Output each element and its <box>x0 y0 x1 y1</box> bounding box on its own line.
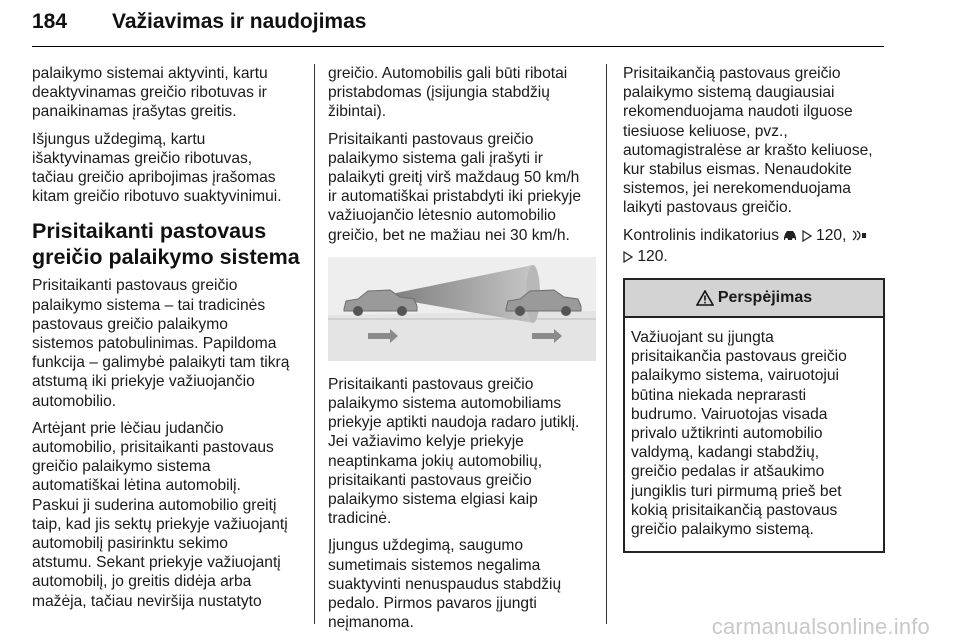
watermark: carmanualsonline.info <box>711 614 930 639</box>
column-divider <box>314 64 315 624</box>
paragraph: Prisitaikanti pastovaus greičio palaikymo sistema – tai tradicinės pastovaus greičio palaikymo sistemos patobulinimas. Papildoma funkcija – galimybė palaikyti tam tikrą atstumą iki priekyje važiuojančio automobilio. <box>32 277 290 410</box>
warning-header <box>625 280 883 318</box>
indicator-reference <box>623 226 885 268</box>
paragraph: Prisitaikanti pastovaus greičio palaikymo sistema gali įrašyti ir palaikyti greitį virš maždaug 50 km/h ir automatiškai pristabdyti iki priekyje važiuojančio lėtesnio automobilio greičio, bet ne mažiau nei 30 km/h. <box>328 130 582 244</box>
column-3 <box>623 64 885 553</box>
column-divider <box>606 64 607 624</box>
warning-text: Važiuojant su įjungta prisitaikančia pastovaus greičio palaikymo sistema, vairuotojui būtina niekada neprarasti budrumo. Vairuotojas visada privalo užtikrinti automobilio valdymą, kadangi stabdžių, greičio pedalas ir atšaukimo jungiklis turi pirmumą prieš bet kokią prisitaikančią pastovaus greičio palaikymo sistemą. <box>631 329 847 539</box>
warning-title: Perspėjimas <box>717 289 813 307</box>
column-1 <box>32 64 304 619</box>
indicator-label: Kontrolinis indikatorius <box>623 226 780 244</box>
page-number: 184 <box>32 10 68 33</box>
page-reference: 120. <box>637 247 668 265</box>
paragraph: Artėjant prie lėčiau judančio automobilio, prisitaikanti pastovaus greičio palaikymo sistema automatiškai lėtina automobilį. Paskui ji suderina automobilio greitį taip, kad jis sektų priekyje važiuojantį automobilį pasirinktu sekimo atstumu. Sekant priekyje važiuojantį automobilį, jo greitis didėja arba mažėja, tačiau neviršija nustatyto <box>32 419 288 610</box>
following-distance-icon <box>851 228 867 247</box>
paragraph: Išjungus uždegimą, kartu išaktyvinamas greičio ribotuvas, tačiau greičio apribojimas įrašomas kitam greičio ribotuvo suaktyvinimui. <box>32 130 282 206</box>
warning-box <box>623 278 885 553</box>
paragraph: palaikymo sistemai aktyvinti, kartu deaktyvinamas greičio ribotuvas ir panaikinamas įrašytas greitis. <box>32 65 268 121</box>
radar-illustration <box>328 257 596 361</box>
page-reference: 120, <box>816 226 847 244</box>
paragraph: Prisitaikančią pastovaus greičio palaikymo sistemą daugiausiai rekomenduojama naudoti ilguose tiesiuose keliuose, pvz., automagistralėse ar krašto keliuose, kur stabilus eismas. Nenaudokite sistemos, jei nerekomenduojama laikyti pastovaus greičio. <box>623 65 873 217</box>
paragraph: Prisitaikanti pastovaus greičio palaikymo sistema automobiliams priekyje aptikti naudoja radaro jutiklį. Jei važiavimo kelyje priekyje neaptinkama jokių automobilių, prisitaikanti pastovaus greičio palaikymo sistema elgiasi kaip tradicinė. <box>328 375 580 528</box>
car-indicator-icon <box>783 228 797 247</box>
warning-triangle-icon <box>696 290 714 306</box>
arrow-reference-icon <box>802 228 812 247</box>
page-header <box>32 6 884 47</box>
arrow-reference-icon <box>623 249 633 268</box>
paragraph: greičio. Automobilis gali būti ribotai pristabdomas (įsijungia stabdžių žibintai). <box>328 65 568 121</box>
chapter-title: Važiavimas ir naudojimas <box>112 10 367 33</box>
paragraph: Įjungus uždegimą, saugumo sumetimais sistemos negalima suaktyvinti nenuspaudus stabdžių pedalo. Pirmos pavaros įjungti neįmanoma. <box>328 537 562 632</box>
section-heading: Prisitaikanti pastovaus greičio palaikymo sistema <box>32 219 300 270</box>
column-2 <box>328 64 596 640</box>
